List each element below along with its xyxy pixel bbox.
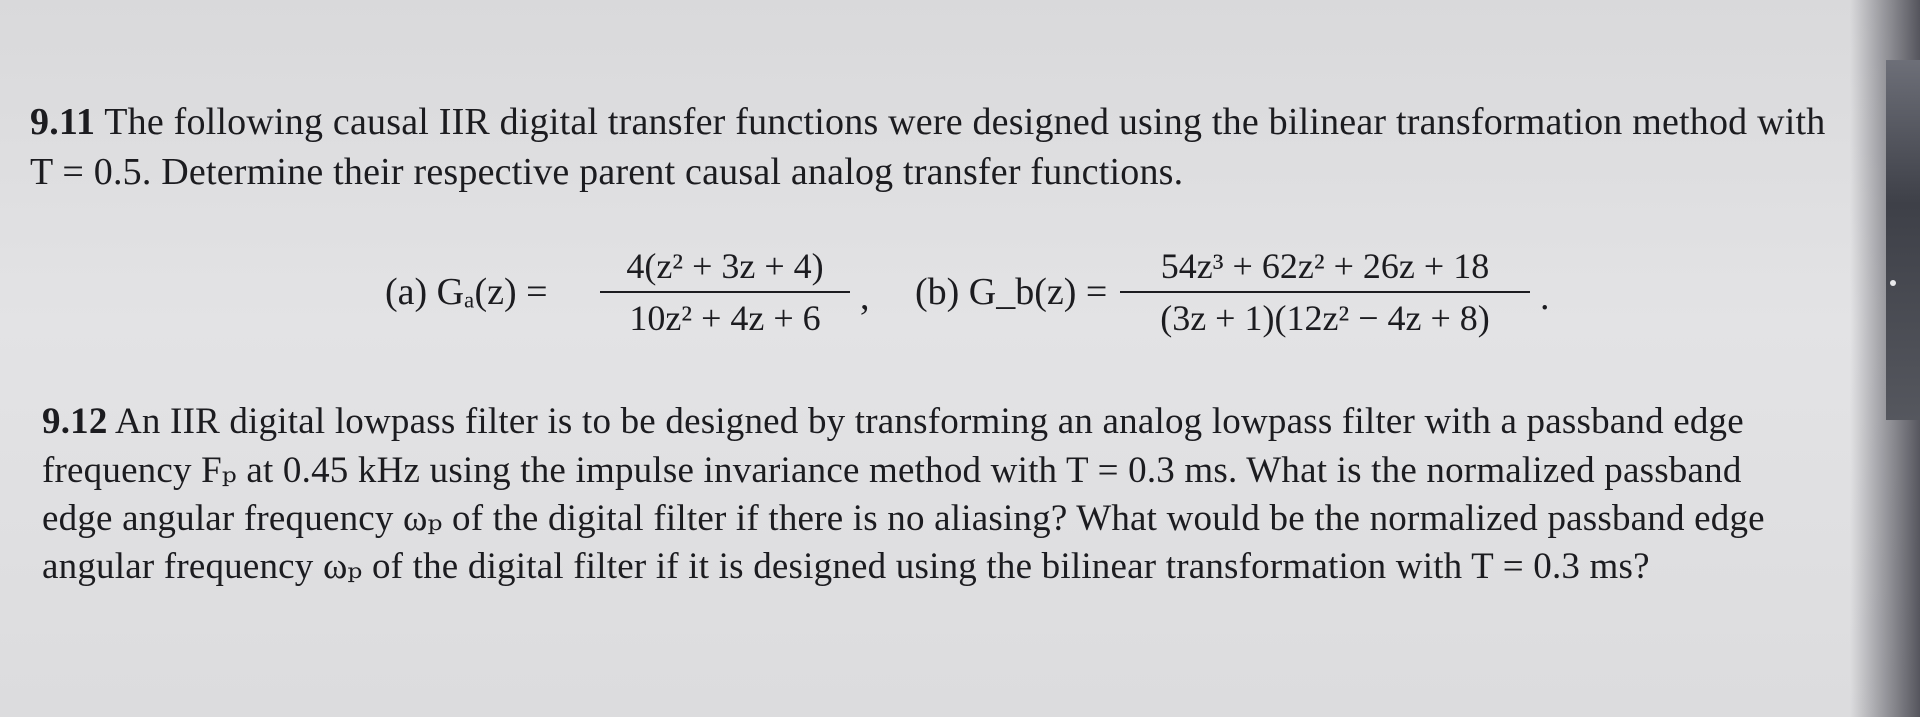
problem-9-11-line-1 — [30, 100, 1825, 144]
problem-9-12-line-1 — [42, 400, 1744, 443]
problem-9-12-line-2: frequency Fₚ at 0.45 kHz using the impulse invariance method with T = 0.3 ms. What is the normalized passband — [42, 450, 1742, 491]
equation-b-end: . — [1540, 276, 1550, 318]
problem-number: 9.12 — [42, 401, 108, 442]
equation-b-fraction — [1120, 245, 1530, 339]
fraction-bar — [1120, 291, 1530, 293]
page-edge-dark — [1886, 60, 1920, 420]
equation-a-fraction — [600, 245, 850, 339]
equation-b-denominator: (3z + 1)(12z² − 4z + 8) — [1160, 298, 1490, 338]
equation-b-numerator: 54z³ + 62z² + 26z + 18 — [1160, 246, 1490, 286]
problem-9-11-line-2: T = 0.5. Determine their respective parent causal analog transfer functions. — [30, 151, 1184, 193]
problem-text: The following causal IIR digital transfer functions were designed using the bilinear transformation method with — [104, 101, 1826, 143]
edge-dot — [1890, 280, 1896, 286]
problem-text: An IIR digital lowpass filter is to be designed by transforming an analog lowpass filter with a passband edge — [114, 401, 1744, 442]
equation-a-denominator: 10z² + 4z + 6 — [629, 298, 821, 338]
fraction-bar — [600, 291, 850, 293]
problem-9-12-line-4: angular frequency ωₚ of the digital filter if it is designed using the bilinear transformation with T = 0.3 ms? — [42, 546, 1650, 587]
equation-b-label: (b) G_b(z) = — [915, 271, 1108, 313]
equation-a-numerator: 4(z² + 3z + 4) — [626, 246, 824, 286]
equation-a-separator: , — [860, 276, 870, 318]
equation-a-label: (a) Gₐ(z) = — [385, 271, 548, 313]
problem-9-12-line-3: edge angular frequency ωₚ of the digital filter if there is no aliasing? What would be the normalized passband edge — [42, 498, 1765, 539]
problem-number: 9.11 — [30, 101, 96, 143]
